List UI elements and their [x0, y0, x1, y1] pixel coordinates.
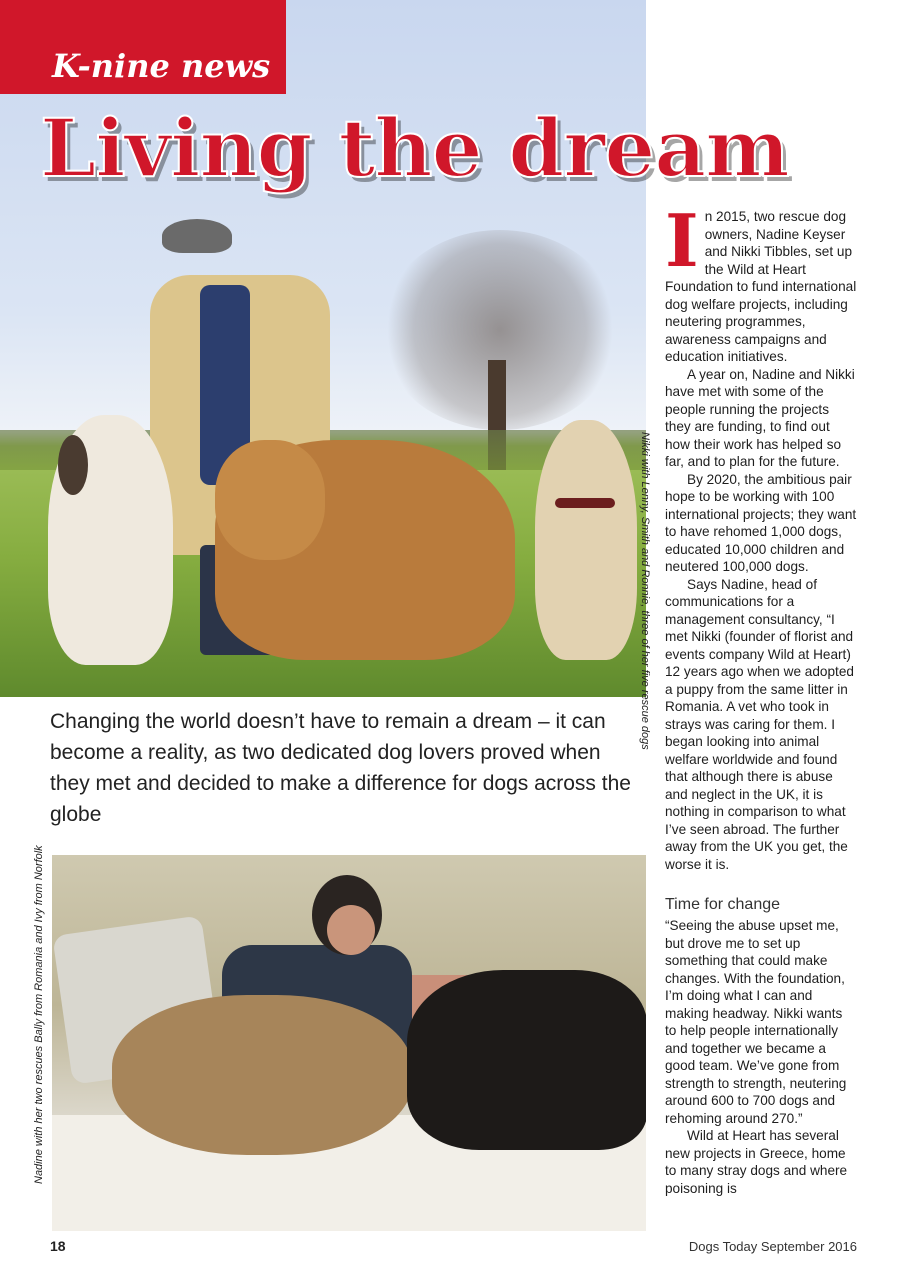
section-kicker: [0, 0, 286, 94]
drop-cap: I: [665, 198, 699, 283]
magazine-issue: Dogs Today September 2016: [688, 1239, 857, 1254]
paragraph: By 2020, the ambitious pair hope to be working with 100 international projects; they want to have rehomed 1,000 dogs, educated 10,000 children and neutered 100,000 dogs.: [665, 471, 857, 574]
section-label: K-nine news: [52, 47, 271, 85]
golden-dog: [215, 440, 515, 660]
white-dog: [48, 415, 173, 665]
headline: Living the dream: [40, 101, 789, 195]
cream-dog: [535, 420, 637, 660]
face: [327, 905, 375, 955]
paragraph-text: n 2015, two rescue dog owners, Nadine Keyser and Nikki Tibbles, set up the Wild at Heart Foundation to fund international dog welfare projects, including neutering programmes, awareness campaigns and education initiatives.: [665, 209, 857, 364]
paragraph: Says Nadine, head of communications for a management consultancy, “I met Nikki (founder of florist and events company Wild at Heart) 12 years ago when we adopted a puppy from the same litter in Romania. A vet who took in strays was caring for them. I began looking into animal welfare worldwide and found that although there is abuse and neglect in the UK, it is nothing in comparison to what I’ve seen abroad. The further away from the UK you get, the worse it is.: [665, 576, 854, 872]
paragraph: “Seeing the abuse upset me, but drove me to set up something that could make changes. With the foundation, I’m doing what I can and making headway. Nikki wants to help people internationally and together we became a good team. We’ve gone from strength to strength, neutering around 600 to 700 dogs and rehoming around 270.”: [665, 918, 847, 1126]
black-dog: [407, 970, 646, 1150]
dog-collar: [555, 498, 615, 508]
tan-dog: [112, 995, 412, 1155]
paragraph: [665, 198, 857, 366]
dog-head: [215, 440, 325, 560]
article-body: [665, 198, 857, 1197]
page-number: 18: [50, 1238, 66, 1254]
standfirst: Changing the world doesn’t have to remain a dream – it can become a reality, as two dedicated dog lovers proved when they met and decided to make a difference for dogs across the globe: [50, 710, 631, 826]
hair: [162, 219, 232, 253]
dog-ear: [58, 435, 88, 495]
bottom-photo: [52, 855, 646, 1231]
paragraph: A year on, Nadine and Nikki have met with some of the people running the projects they are funding, to find out how their work has helped so far, and to plan for the future.: [665, 366, 855, 469]
top-caption-text: Nikki with Lenny, Smith and Ronnie, three of her five rescue dogs: [639, 432, 651, 750]
bottom-caption-text: Nadine with her two rescues Bally from Romania and Ivy from Norfolk: [33, 845, 45, 1184]
subheading: Time for change: [665, 896, 781, 913]
paragraph: Wild at Heart has several new projects in Greece, home to many stray dogs and where poisoning is: [665, 1128, 848, 1196]
